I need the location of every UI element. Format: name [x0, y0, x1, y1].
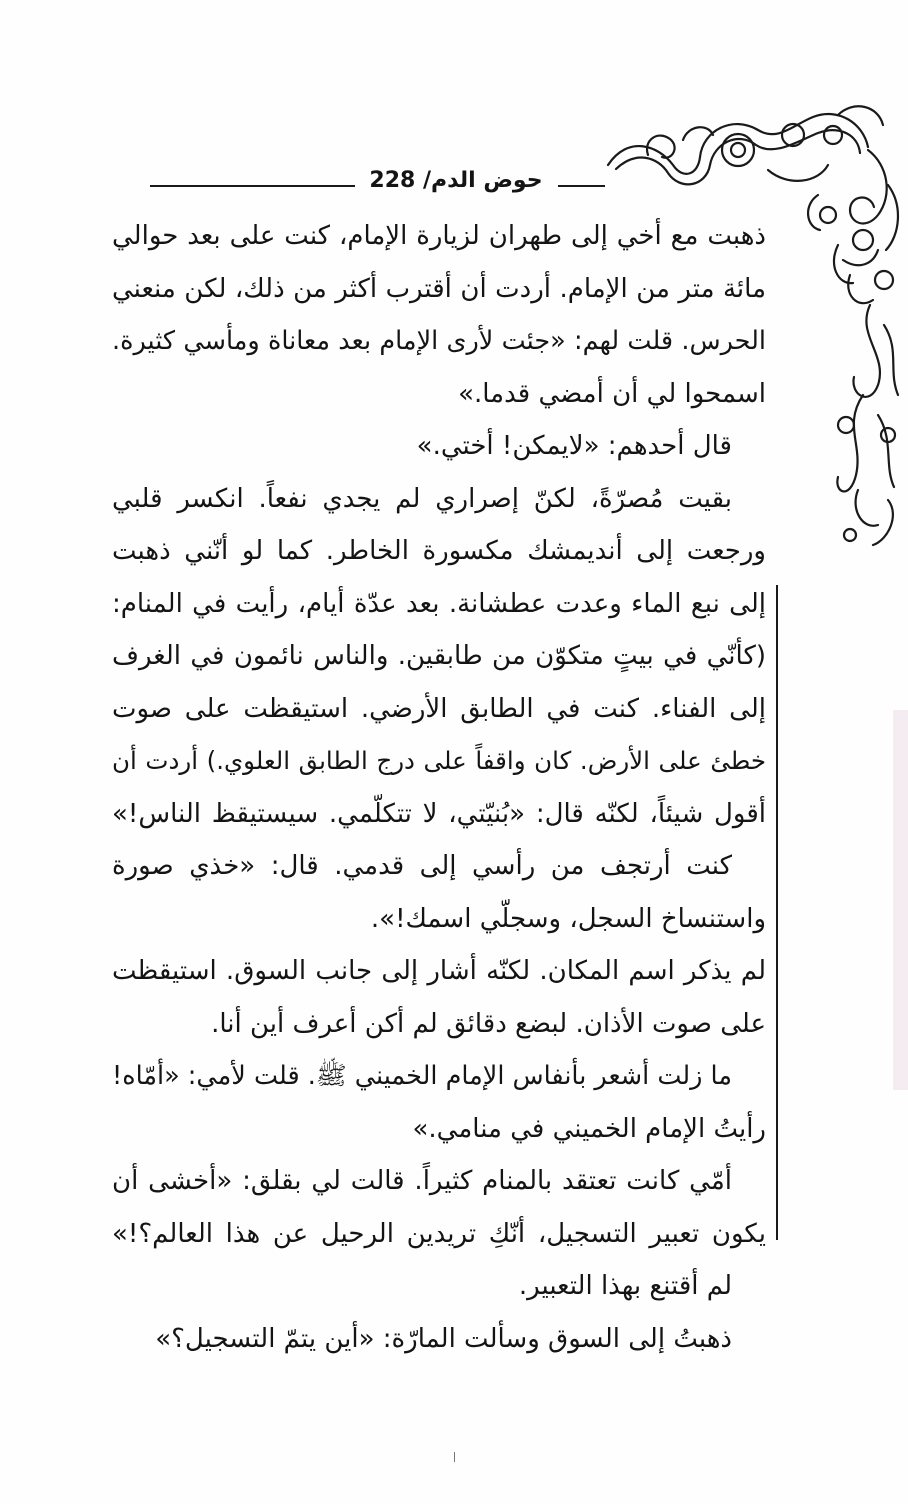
text-line: ذهبتُ إلى السوق وسألت المارّة: «أين يتمّ التسجيل؟» — [155, 1323, 732, 1354]
margin-rule — [776, 585, 778, 1240]
text-line: يكون تعبير التسجيل، أنّكِ تريدين الرحيل عن هذا العالم؟!» — [112, 1218, 766, 1249]
text-line: رأيتُ الإمام الخميني في منامي.» — [412, 1113, 766, 1144]
header-rule-left — [150, 185, 355, 187]
text-line: قال أحدهم: «لايمكن! أختي.» — [416, 431, 732, 461]
text-line: (كأنّي في بيتٍ متكوّن من طابقين. والناس نائمون في الغرف — [112, 641, 766, 671]
text-line: على صوت الأذان. لبضع دقائق لم أكن أعرف أين أنا. — [211, 1008, 766, 1039]
page-edge-shadow — [893, 710, 908, 1090]
text-line: اسمحوا لي أن أمضي قدما.» — [458, 378, 766, 409]
text-line: ورجعت إلى أنديمشك مكسورة الخاطر. كما لو أنّني ذهبت — [112, 536, 766, 566]
text-line: أمّي كانت تعتقد بالمنام كثيراً. قالت لي بقلق: «أخشى أن — [112, 1166, 732, 1196]
text-line: واستنساخ السجل، وسجلّي اسمك!». — [370, 903, 766, 934]
header-rule-right — [558, 185, 605, 187]
text-line: خطئ على الأرض. كان واقفاً على درج الطابق العلوي.) أردت أن — [112, 746, 766, 775]
text-line: إلى نبع الماء وعدت عطشانة. بعد عدّة أيام، رأيت في المنام: — [112, 588, 766, 619]
running-title: حوض الدم/ 228 — [369, 168, 543, 193]
text-line: بقيت مُصرّةً، لكنّ إصراري لم يجدي نفعاً. انكسر قلبي — [112, 483, 732, 514]
text-line: أقول شيئاً، لكنّه قال: «بُنيّتي، لا تتكلّمي. سيستيقظ الناس!» — [112, 798, 766, 829]
running-header — [0, 166, 908, 206]
text-line: ما زلت أشعر بأنفاس الإمام الخميني ﷺ. قلت لأمي: «أمّاه! — [112, 1061, 732, 1091]
body-text — [112, 210, 766, 1365]
text-line: ذهبت مع أخي إلى طهران لزيارة الإمام، كنت على بعد حوالي — [112, 221, 766, 251]
text-line: كنت أرتجف من رأسي إلى قدمي. قال: «خذي صورة — [112, 851, 732, 881]
gutter-mark — [454, 1452, 455, 1462]
text-line: مائة متر من الإمام. أردت أن أقترب أكثر من ذلك، لكن منعني — [112, 273, 766, 304]
text-line: الحرس. قلت لهم: «جئت لأرى الإمام بعد معاناة ومأسي كثيرة. — [112, 326, 766, 356]
text-line: لم يذكر اسم المكان. لكنّه أشار إلى جانب السوق. استيقظت — [112, 956, 766, 986]
text-line: لم أقتنع بهذا التعبير. — [518, 1271, 732, 1301]
text-line: إلى الفناء. كنت في الطابق الأرضي. استيقظت على صوت — [112, 693, 766, 724]
